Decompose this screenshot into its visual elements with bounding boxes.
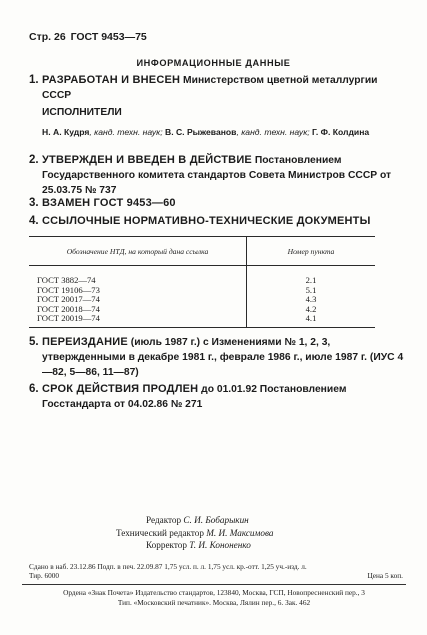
table-cell-item: 4.2 <box>305 303 317 314</box>
section-2 <box>29 153 407 198</box>
editor-name: М. И. Максимова <box>206 527 274 538</box>
table-cell-document: ГОСТ 3882—74 <box>29 266 247 286</box>
references-table <box>29 236 375 328</box>
section-heading: СРОК ДЕЙСТВИЯ ПРОДЛЕН <box>42 383 199 395</box>
printer-line: Тип. «Московский печатник». Москва, Лялин пер., 6. Зак. 462 <box>117 597 311 607</box>
page-title: ИНФОРМАЦИОННЫЕ ДАННЫЕ <box>136 58 291 68</box>
editor-name: Т. И. Кононенко <box>189 540 251 551</box>
executor-title: , канд. техн. наук; <box>89 127 165 137</box>
section-number: 2. <box>29 154 39 166</box>
table-cell-item: 2.1 <box>305 275 317 285</box>
editor-line <box>146 514 249 527</box>
section-heading: РАЗРАБОТАН И ВНЕСЕН <box>42 74 181 86</box>
section-text: Постановлением Государственного комитета стандартов Совета Министров СССР от 25.03.75 № 737 <box>42 155 392 196</box>
section-number: 6. <box>29 383 39 395</box>
publisher-line: Ордена «Знак Почета» Издательство стандартов, 123840, Москва, ГСП, Новопресненский пер., 3 <box>63 588 365 597</box>
table-row <box>29 314 375 327</box>
section-text: до 01.01.92 Постановлением Госстандарта от 04.02.86 № 271 <box>42 384 347 410</box>
imprint-line: Сдано в наб. 23.12.86 Подп. в печ. 22.09.87 1,75 усл. п. л. 1,75 усл. кр.-отт. 1,25 уч.-изд. л. <box>29 562 307 571</box>
section-text: Министерством цветной металлургии СССР <box>42 75 378 101</box>
section-6 <box>29 382 407 412</box>
editor-name: С. И. Бобарыкин <box>183 515 249 525</box>
section-5 <box>29 335 407 380</box>
table-cell-item: 5.1 <box>305 284 317 295</box>
page-number: Стр. 26 <box>29 31 66 43</box>
footer-divider <box>22 584 406 585</box>
table-row <box>29 266 375 286</box>
section-text: (июль 1987 г.) с Изменениями № 1, 2, 3, утвержденными в декабре 1981 г., феврале 1986 г., июле 1987 г. (ИУС 4—82, 5—86, 11—87) <box>42 337 404 378</box>
editor-role: Корректор <box>146 540 187 551</box>
section-heading: ССЫЛОЧНЫЕ НОРМАТИВНО-ТЕХНИЧЕСКИЕ ДОКУМЕНТЫ <box>42 215 371 227</box>
executor-name: Г. Ф. Колдина <box>312 127 370 137</box>
executor-name: Н. А. Кудря <box>42 127 90 137</box>
section-number: 4. <box>29 215 39 227</box>
section-heading: ПЕРЕИЗДАНИЕ <box>42 336 128 348</box>
section-heading: УТВЕРЖДЕН И ВВЕДЕН В ДЕЙСТВИЕ <box>42 154 252 166</box>
editor-line <box>146 539 251 552</box>
table-cell-document: ГОСТ 19106—73 <box>29 286 247 296</box>
section-number: 3. <box>29 197 39 209</box>
imprint-block <box>29 562 403 580</box>
section-heading: ВЗАМЕН ГОСТ 9453—60 <box>42 197 176 209</box>
imprint-price: Цена 5 коп. <box>367 571 403 580</box>
page-header <box>29 31 147 43</box>
executors-heading: ИСПОЛНИТЕЛИ <box>42 107 122 118</box>
editor-role: Технический редактор <box>116 527 204 538</box>
table-cell-document: ГОСТ 20019—74 <box>29 314 247 327</box>
section-number: 5. <box>29 336 39 348</box>
column-header-document: Обозначение НТД, на который дана ссылка <box>29 237 247 266</box>
executor-title: , канд. техн. наук; <box>236 127 313 137</box>
table-cell-document: ГОСТ 20018—74 <box>29 305 247 315</box>
table-cell-document: ГОСТ 20017—74 <box>29 295 247 305</box>
section-1 <box>29 73 407 103</box>
table-cell-item: 4.3 <box>305 294 317 305</box>
editor-line <box>116 527 273 540</box>
executors-list <box>42 126 402 139</box>
document-number: ГОСТ 9453—75 <box>70 31 147 43</box>
table-cell-item: 4.1 <box>247 314 376 327</box>
executor-name: В. С. Рыжеванов <box>164 127 237 137</box>
imprint-print-run: Тир. 6000 <box>29 571 60 580</box>
section-3 <box>29 196 407 211</box>
publisher-footer <box>22 588 406 607</box>
editor-role: Редактор <box>146 515 182 525</box>
section-4 <box>29 214 407 229</box>
column-header-item: Номер пункта <box>247 237 376 266</box>
section-number: 1. <box>29 74 39 86</box>
